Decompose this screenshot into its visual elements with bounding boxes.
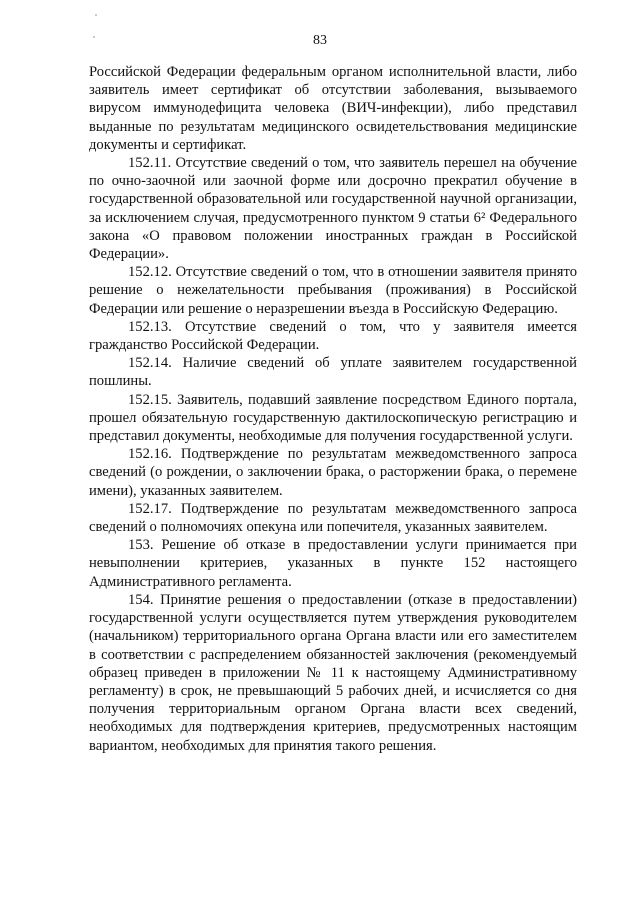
paragraph-152-17: 152.17. Подтверждение по результатам межведомственного запроса сведений о полномочиях опекуна или попечителя, указанных заявителем. (89, 500, 577, 536)
paragraph-continuation: Российской Федерации федеральным органом исполнительной власти, либо заявитель имеет сертификат об отсутствии заболевания, вызываемого вирусом иммунодефицита человека (ВИЧ-инфекции), либо представил выданные по результатам медицинского освидетельствования медицинские документы и сертификат. (89, 64, 577, 153)
paragraph-154: 154. Принятие решения о предоставлении (отказе в предоставлении) государственной услуги осуществляется путем утверждения руководителем (начальником) территориального органа Органа власти или его заместителем в соответствии с распределением обязанностей заключения (рекомендуемый образец приведен в приложении № 11 к настоящему Административному регламенту) в срок, не превышающий 5 рабочих дней, и исчисляется со дня получения территориальным органом Органа власти всех сведений, необходимых для подтверждения критериев, предусмотренных настоящим вариантом, необходимых для принятия такого решения. (89, 591, 577, 754)
page-number: 83 (313, 33, 327, 48)
paragraph-153: 153. Решение об отказе в предоставлении услуги принимается при невыполнении критериев, указанных в пункте 152 настоящего Административного регламента. (89, 537, 577, 590)
scan-speck (95, 14, 97, 16)
paragraph-152-16: 152.16. Подтверждение по результатам межведомственного запроса сведений (о рождении, о заключении брака, о расторжении брака, о перемене имени), указанных заявителем. (89, 446, 577, 499)
paragraph-152-14: 152.14. Наличие сведений об уплате заявителем государственной пошлины. (89, 355, 577, 390)
paragraph-152-11: 152.11. Отсутствие сведений о том, что заявитель перешел на обучение по очно-заочной или заочной форме или досрочно прекратил обучение в государственной образовательной или государственной научной организации, за исключением случая, предусмотренного пунктом 9 статьи 6² Федерального закона «О правовом положении иностранных граждан в Российской Федерации». (89, 155, 577, 263)
paragraph-152-13: 152.13. Отсутствие сведений о том, что у заявителя имеется гражданство Российской Федерации. (89, 318, 577, 354)
document-body (89, 63, 577, 755)
paragraph-152-12: 152.12. Отсутствие сведений о том, что в отношении заявителя принято решение о нежелательности пребывания (проживания) в Российской Федерации или решение о неразрешении въезда в Российскую Федерацию. (89, 264, 577, 317)
paragraph-152-15: 152.15. Заявитель, подавший заявление посредством Единого портала, прошел обязательную государственную дактилоскопическую регистрацию и представил документы, необходимые для получения государственной услуги. (89, 391, 577, 445)
